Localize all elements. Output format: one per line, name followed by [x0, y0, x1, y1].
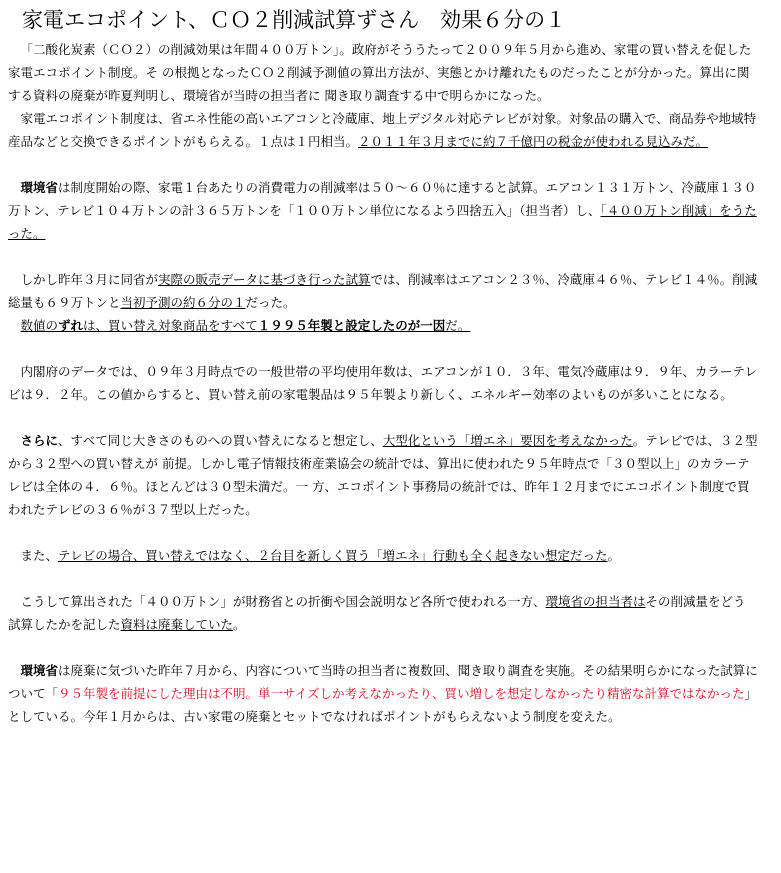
article-paragraph	[8, 107, 758, 153]
paragraph-text: は廃棄に気づいた昨年７月から、内容について当時の担当者に複数回、聞き取り調査を実施。その結果明らかになった試算について「	[8, 663, 758, 701]
paragraph-text: また、	[20, 548, 59, 563]
paragraph-spacer	[8, 521, 758, 544]
underlined-text: テレビの場合、買い替えではなく、２台目を新しく買う「増エネ」行動も全く起きない想定だった	[58, 548, 608, 563]
underlined-text: 「４００万トン削減」をうたった。	[8, 203, 757, 241]
paragraph-text: 「二酸化炭素（ＣＯ２）の削減効果は年間４００万トン」。政府がそううたって２００９年５月から進め、家電の買い替えを促した家電エコポイント制度。そ の根拠となったＣＯ２削減予測値の算出方法が、実態とかけ離れたものだったことが分かった。算出に関する資料の廃棄が昨夏判明し、環境省が当時の担当者に 聞き取り調査する中で明らかになった。	[8, 42, 752, 103]
bold-text: さらに	[20, 433, 59, 448]
paragraph-text: 」としている。今年１月からは、古い家電の廃棄とセットでなければポイントがもらえないよう制度を変えた。	[8, 686, 758, 724]
article-paragraph	[8, 544, 758, 567]
paragraph-text: 。	[607, 548, 621, 563]
underlined-text: 実際の販売データに基づき行った試算	[158, 272, 371, 287]
highlighted-quote: ９５年製を前提にした理由は不明。単一サイズしか考えなかったり、買い増しを想定しなかったり精密な計算ではなかった	[58, 686, 745, 701]
article-title: 家電エコポイント、ＣＯ２削減試算ずさん 効果６分の１	[22, 8, 567, 32]
paragraph-text: 。	[233, 617, 246, 632]
paragraph-text: その削減量をどう試算したかを記した	[8, 594, 746, 632]
underlined-text: 数値の	[20, 318, 59, 333]
paragraph-text: 内閣府のデータでは、０９年３月時点での一般世帯の平均使用年数は、エアコンが１０．３年、電気冷蔵庫は９．９年、カラーテレビは９．２年。この値からすると、買い替え前の家電製品は９５年製より新しく、エネルギー効率のよいものが多いことになる。	[8, 364, 758, 402]
article-paragraph	[8, 429, 758, 521]
underlined-text: 大型化という「増エネ」要因を考えなかった	[382, 433, 633, 448]
paragraph-spacer	[8, 567, 758, 590]
underlined-text: だ。	[445, 318, 471, 333]
underlined-text: ２０１１年３月までに約７千億円の税金が使われる見込みだ。	[358, 134, 709, 149]
article-paragraph	[8, 176, 758, 245]
article-paragraph	[8, 38, 758, 107]
article-body	[8, 38, 758, 728]
article-paragraph	[8, 360, 758, 406]
paragraph-text: 。テレビでは、３２型から３２型への買い替えが 前提。しかし電子情報技術産業協会の統計では、算出に使われた９５年時点で「３０型以上」のカラーテレビは全体の４．６％。ほとんどは３０型未満だ。一 方、エコポイント事務局の統計では、昨年１２月までにエコポイント制度で買われたテレビの３６％が３７型以上だった。	[8, 433, 758, 517]
underlined-text: 環境省の担当者は	[545, 594, 646, 609]
paragraph-text: しかし昨年３月に同省が	[20, 272, 159, 287]
paragraph-spacer	[8, 636, 758, 659]
paragraph-text: だった。	[245, 295, 296, 310]
paragraph-text: では、削減率はエアコン２３％、冷蔵庫４６％、テレビ１４％。削減総量も６９万トンと	[8, 272, 758, 310]
paragraph-spacer	[8, 245, 758, 268]
underlined-text: 当初予測の約６分の１	[120, 295, 246, 310]
paragraph-spacer	[8, 153, 758, 176]
paragraph-text: こうして算出された「４００万トン」が財務省との折衝や国会説明など各所で使われる一方、	[20, 594, 546, 609]
paragraph-text: 、すべて同じ大きさのものへの買い替えになると想定し、	[58, 433, 383, 448]
article-paragraph	[8, 590, 758, 636]
bold-text: 環境省	[20, 180, 59, 195]
underlined-text: １９９５年製と設定したのが一因	[257, 318, 446, 333]
paragraph-spacer	[8, 337, 758, 360]
article-paragraph	[8, 314, 758, 337]
underlined-text: ずれ	[58, 318, 84, 333]
article-paragraph	[8, 268, 758, 314]
bold-text: 環境省	[20, 663, 59, 678]
underlined-text: 資料は廃棄していた	[120, 617, 234, 632]
paragraph-text: 家電エコポイント制度は、省エネ性能の高いエアコンと冷蔵庫、地上デジタル対応テレビが対象。対象品の購入で、商品券や地域特産品などと交換できるポイントがもらえる。１点は１円相当。	[8, 111, 757, 149]
paragraph-text: は制度開始の際、家電１台あたりの消費電力の削減率は５０～６０％に達すると試算。エアコン１３１万トン、冷蔵庫１３０万トン、テレビ１０４万トンの計３６５万トンを「１００万トン単位になるよう四捨五入」（担当者）し、	[8, 180, 757, 218]
underlined-text: は、買い替え対象商品をすべて	[83, 318, 258, 333]
article-paragraph	[8, 659, 758, 728]
paragraph-spacer	[8, 406, 758, 429]
